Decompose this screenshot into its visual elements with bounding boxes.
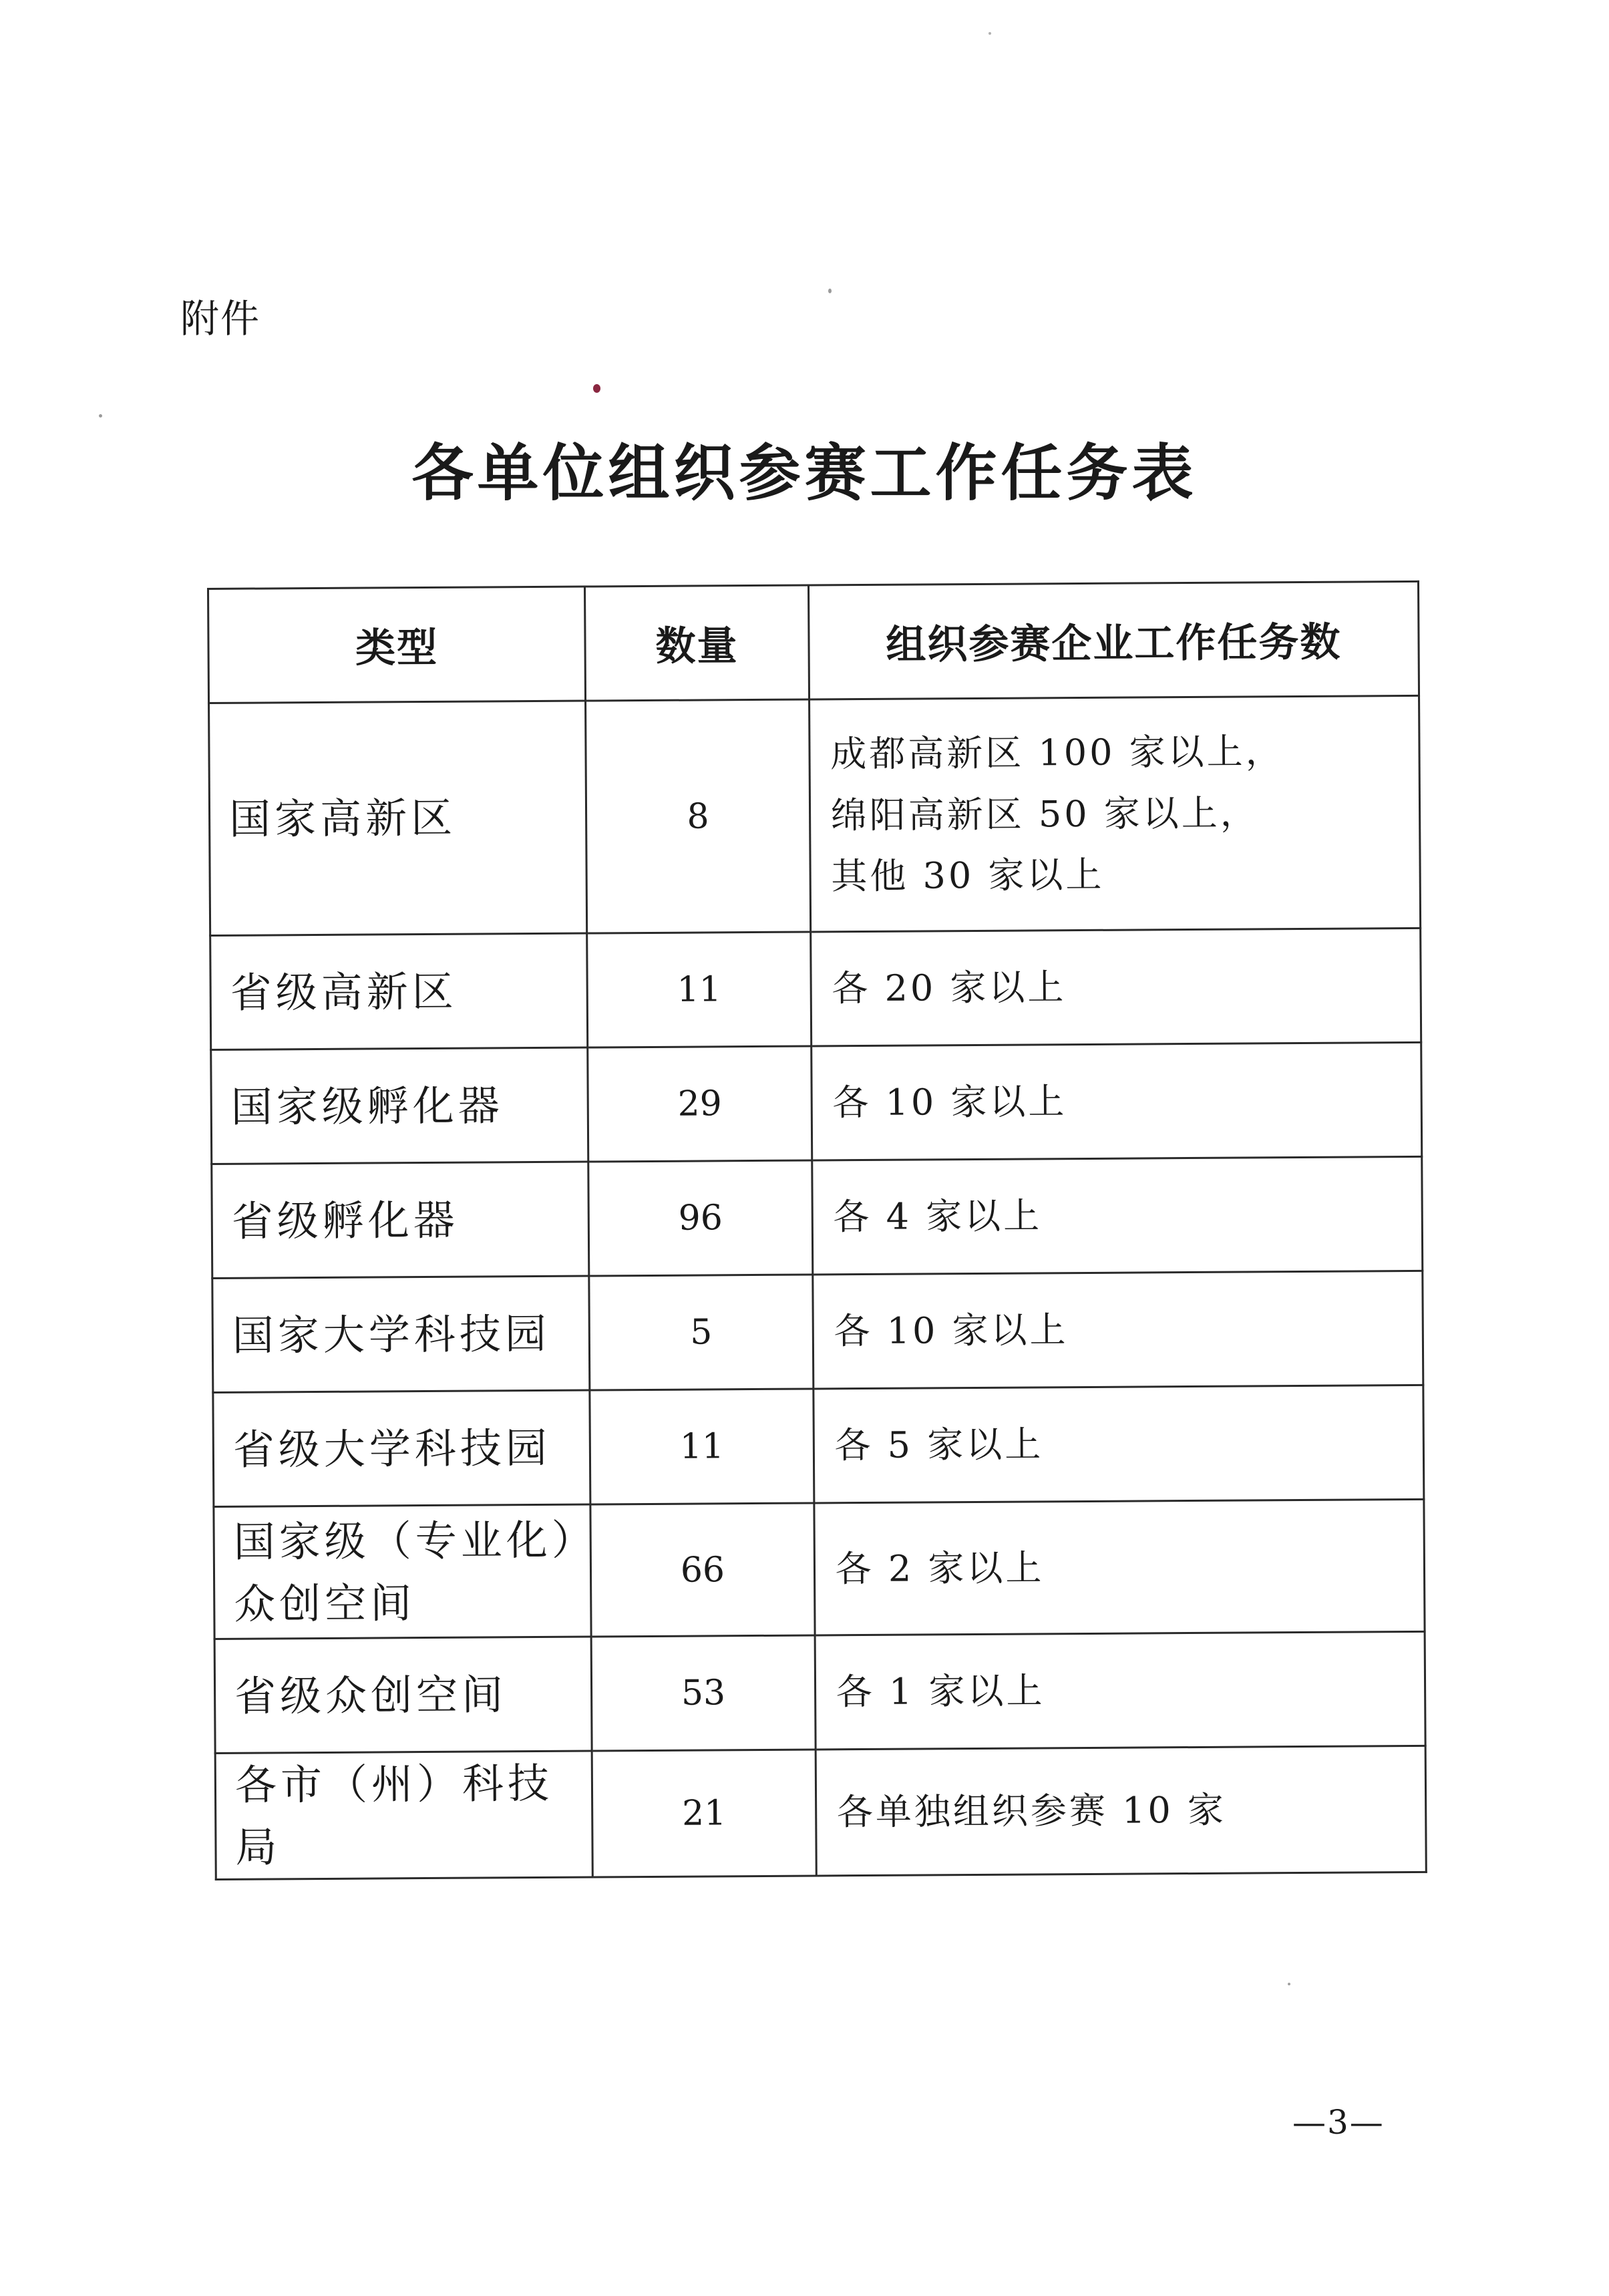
cell-count: 11 [587,932,811,1047]
scan-speck [828,289,832,293]
cell-task [809,695,1420,932]
table-header-row [208,581,1419,703]
task-table [207,581,1427,1880]
cell-task: 各 4 家以上 [812,1156,1422,1275]
cell-count: 96 [588,1160,812,1276]
cell-count: 66 [590,1503,815,1637]
task-line: 绵阳高新区 50 家以上， [830,791,1259,836]
table-row [212,1271,1423,1392]
header-type: 类型 [208,587,586,703]
scan-speck [593,384,600,393]
table-row [211,1042,1422,1164]
cell-type: 各市（州）科技局 [215,1751,592,1879]
task-line: 成都高新区 100 家以上， [830,729,1284,776]
cell-task: 各 20 家以上 [810,928,1421,1046]
table-row [214,1631,1425,1753]
table-row [213,1385,1424,1506]
table-row [212,1156,1423,1278]
cell-count: 21 [592,1750,816,1877]
table-row [215,1746,1426,1879]
cell-type: 国家大学科技园 [212,1276,590,1392]
cell-count: 8 [586,699,811,933]
cell-task: 各 5 家以上 [814,1385,1424,1503]
scan-speck [99,414,102,418]
cell-type: 省级孵化器 [212,1162,589,1278]
scan-speck [989,32,991,35]
cell-task: 各 10 家以上 [811,1042,1421,1160]
cell-count: 11 [590,1389,814,1504]
header-task: 组织参赛企业工作任务数 [808,581,1419,699]
cell-count: 5 [589,1275,813,1390]
cell-type: 国家高新区 [209,701,587,935]
task-line: 其他 30 家以上 [831,854,1105,898]
scan-speck [1288,1983,1290,1985]
document-title: 各单位组织参赛工作任务表 [411,438,1198,509]
cell-count: 53 [591,1635,815,1751]
cell-type: 国家级孵化器 [211,1047,588,1164]
attachment-label: 附件 [180,296,261,341]
cell-type: 国家级（专业化）众创空间 [214,1504,591,1639]
cell-task: 各单独组织参赛 10 家 [816,1746,1426,1876]
cell-count: 29 [588,1046,812,1162]
header-count: 数量 [585,585,809,701]
page-number: —3— [1292,2103,1385,2142]
table-row [210,928,1421,1049]
cell-type: 省级高新区 [210,933,588,1049]
table-row [209,695,1421,935]
cell-task: 各 10 家以上 [812,1271,1423,1389]
cell-task: 各 1 家以上 [815,1631,1425,1750]
table-row [214,1499,1425,1639]
cell-task: 各 2 家以上 [814,1499,1425,1635]
cell-type: 省级大学科技园 [213,1390,590,1506]
cell-type: 省级众创空间 [214,1637,592,1753]
